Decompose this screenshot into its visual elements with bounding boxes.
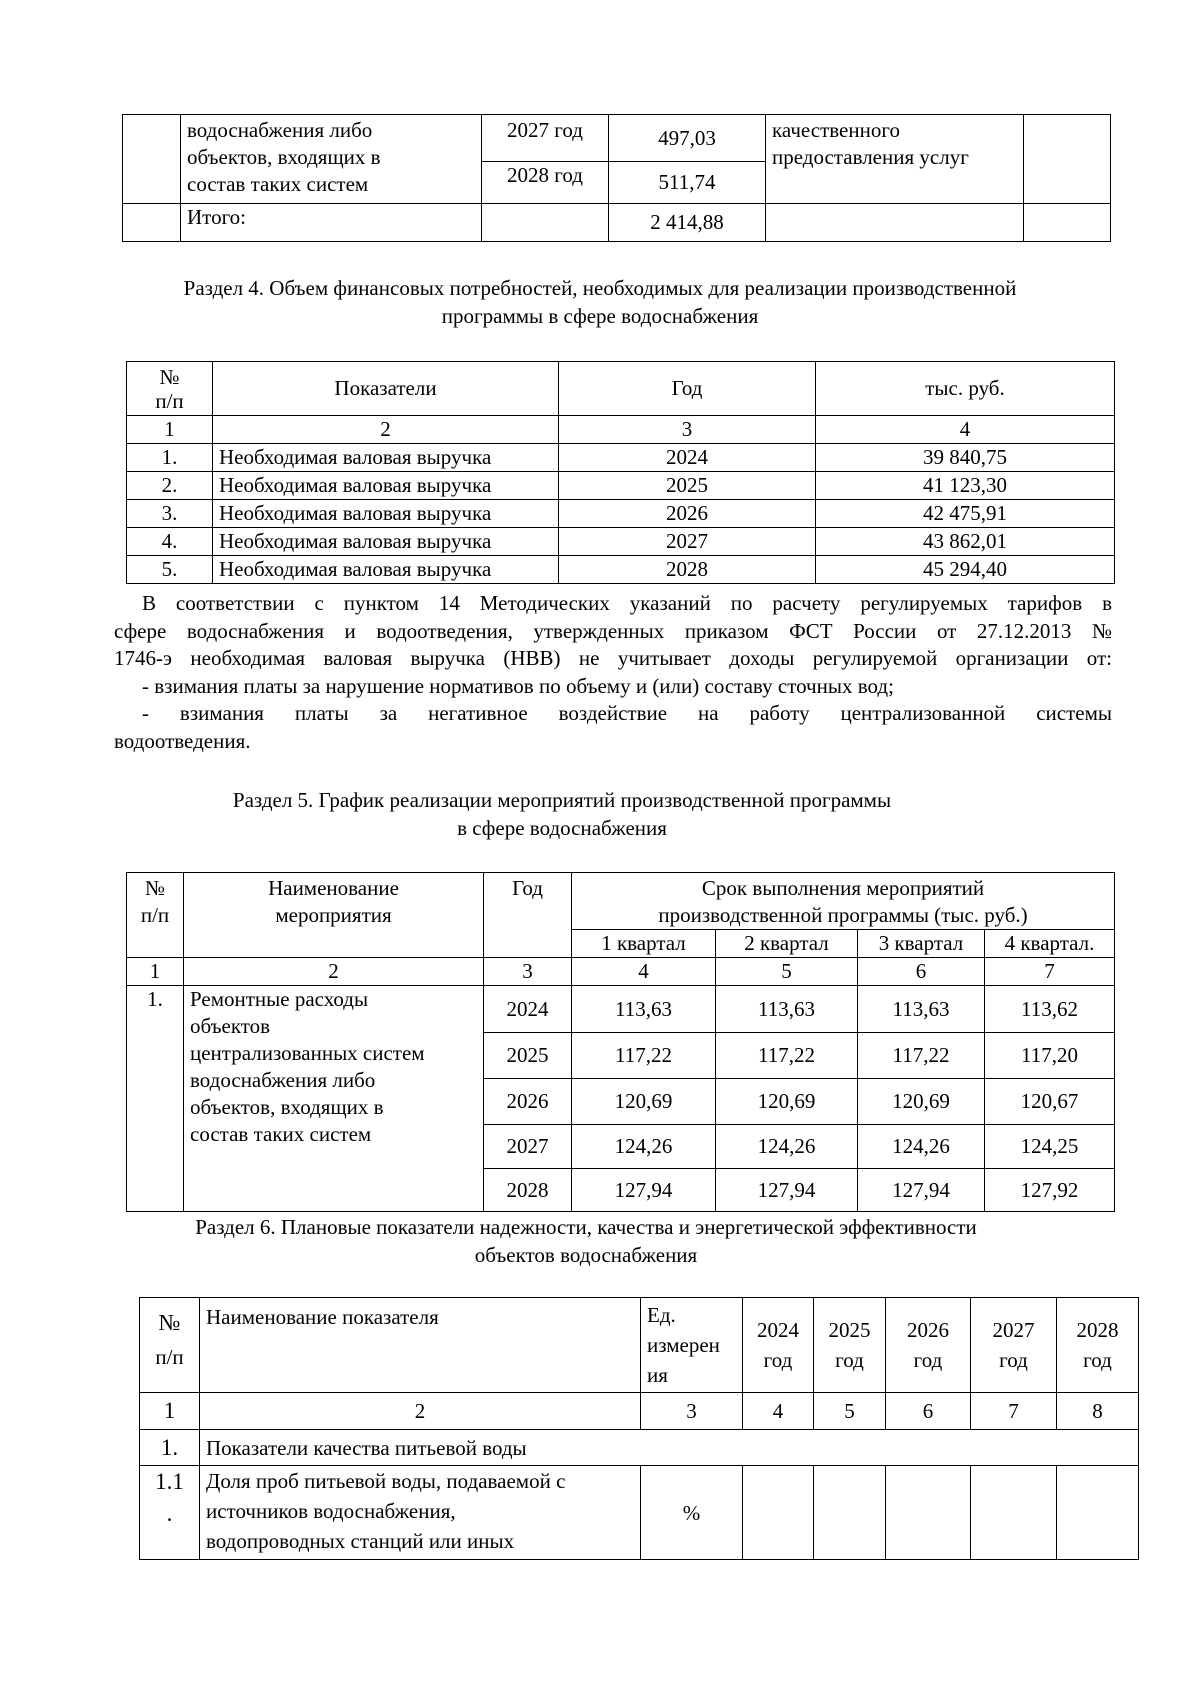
- column-number: 6: [886, 1393, 971, 1430]
- header-year: 2024 год: [743, 1298, 814, 1393]
- schedule-table: [126, 872, 1115, 1212]
- quarter-header: 2 квартал: [716, 930, 858, 958]
- column-number: 4: [816, 416, 1115, 444]
- section-5-title: Раздел 5. График реализации мероприятий производственной программы в сфере водоснабжения: [232, 788, 892, 840]
- column-number: 2: [184, 958, 484, 986]
- methodology-paragraph: В соответствии с пунктом 14 Методических указаний по расчету регулируемых тарифов в сфере водоснабжения и водоотведения, утвержденных приказом ФСТ России от 27.12.2013 № 1746-э необходимая валовая выручка (НВВ) не учитывает доходы регулируемой организации от: - взимания платы за нарушение нормативов по объему и (или) составу сточных вод; - взимания платы за негативное воздействие на работу централизованной системы водоотведения.: [114, 591, 1112, 753]
- column-number: 3: [484, 958, 572, 986]
- quarter-value: 127,94: [572, 1169, 716, 1212]
- total-value: 2 414,88: [609, 204, 766, 242]
- empty-cell: [886, 1466, 971, 1560]
- quarter-value: 127,92: [985, 1169, 1115, 1212]
- column-number: 2: [213, 416, 559, 444]
- header-amount: тыс. руб.: [816, 362, 1115, 416]
- row-value: 41 123,30: [816, 472, 1115, 500]
- financial-needs-table: [126, 361, 1115, 584]
- row-name: Необходимая валовая выручка: [213, 472, 559, 500]
- quarter-value: 113,63: [716, 986, 858, 1033]
- table-row: [127, 500, 1115, 528]
- column-number: 4: [572, 958, 716, 986]
- empty-cell: [123, 115, 181, 204]
- quarter-value: 117,20: [985, 1033, 1115, 1079]
- row-year: 2025: [484, 1033, 572, 1079]
- column-number: 1: [127, 958, 184, 986]
- group-row: [140, 1430, 1139, 1466]
- section-4-title: Раздел 4. Объем финансовых потребностей, необходимых для реализации производственной программы в сфере водоснабжения: [183, 276, 1017, 328]
- item-name: Ремонтные расходы объектов централизованных систем водоснабжения либо объектов, входящих в состав таких систем: [184, 986, 484, 1212]
- row-value: 45 294,40: [816, 556, 1115, 584]
- column-number: 3: [559, 416, 816, 444]
- quarter-value: 117,22: [858, 1033, 985, 1079]
- header-no: № п/п: [140, 1298, 200, 1393]
- row-name: Необходимая валовая выручка: [213, 500, 559, 528]
- section-6-title: Раздел 6. Плановые показатели надежности, качества и энергетической эффективности объектов водоснабжения: [195, 1215, 977, 1267]
- header-year: 2026 год: [886, 1298, 971, 1393]
- quarter-value: 120,67: [985, 1079, 1115, 1125]
- row-name: Необходимая валовая выручка: [213, 528, 559, 556]
- row-name: Необходимая валовая выручка: [213, 556, 559, 584]
- row-year: 2028: [559, 556, 816, 584]
- column-number: 7: [971, 1393, 1057, 1430]
- header-year: Год: [559, 362, 816, 416]
- row-year: 2024: [559, 444, 816, 472]
- row-year: 2028: [484, 1169, 572, 1212]
- column-number: 4: [743, 1393, 814, 1430]
- column-number: 2: [200, 1393, 641, 1430]
- year-cell: 2028 год: [482, 162, 609, 204]
- value-cell: 497,03: [609, 115, 766, 162]
- header-year: 2025 год: [814, 1298, 886, 1393]
- header-term: Срок выполнения мероприятий производственной программы (тыс. руб.): [572, 873, 1115, 930]
- column-number: 5: [716, 958, 858, 986]
- item-no: 1.: [127, 986, 184, 1212]
- quarter-header: 4 квартал.: [985, 930, 1115, 958]
- empty-cell: [814, 1466, 886, 1560]
- quarter-value: 113,62: [985, 986, 1115, 1033]
- empty-cell: [1057, 1466, 1139, 1560]
- quarter-value: 120,69: [572, 1079, 716, 1125]
- column-number: 3: [641, 1393, 743, 1430]
- row-no: 1.: [127, 444, 213, 472]
- row-no: 4.: [127, 528, 213, 556]
- row-no: 3.: [127, 500, 213, 528]
- item-no: 1.1 .: [140, 1466, 200, 1560]
- column-number: 8: [1057, 1393, 1139, 1430]
- row-year: 2026: [484, 1079, 572, 1125]
- value-cell: 511,74: [609, 162, 766, 204]
- exclusion-item: - взимания платы за нарушение нормативов по объему и (или) составу сточных вод;: [142, 673, 894, 698]
- header-year: Год: [484, 873, 572, 958]
- row-name: Необходимая валовая выручка: [213, 444, 559, 472]
- exclusion-item: - взимания платы за негативное воздействие на работу централизованной системы: [142, 701, 1112, 725]
- row-year: 2027: [484, 1125, 572, 1169]
- column-number: 1: [127, 416, 213, 444]
- note-cell: качественного предоставления услуг: [766, 115, 1024, 204]
- row-no: 5.: [127, 556, 213, 584]
- quarter-value: 127,94: [716, 1169, 858, 1212]
- header-no: № п/п: [127, 362, 213, 416]
- total-label: Итого:: [181, 204, 482, 242]
- header-no: № п/п: [127, 873, 184, 958]
- column-number: 7: [985, 958, 1115, 986]
- header-indicators: Показатели: [213, 362, 559, 416]
- row-value: 39 840,75: [816, 444, 1115, 472]
- quarter-value: 124,25: [985, 1125, 1115, 1169]
- group-no: 1.: [140, 1430, 200, 1466]
- quarter-value: 124,26: [858, 1125, 985, 1169]
- header-unit: Ед. измерен ия: [641, 1298, 743, 1393]
- header-year: 2027 год: [971, 1298, 1057, 1393]
- empty-cell: [1024, 204, 1111, 242]
- table-row: [127, 444, 1115, 472]
- row-no: 2.: [127, 472, 213, 500]
- empty-cell: [743, 1466, 814, 1560]
- table-row: [127, 528, 1115, 556]
- row-value: 43 862,01: [816, 528, 1115, 556]
- empty-cell: [1024, 115, 1111, 204]
- row-year: 2026: [559, 500, 816, 528]
- row-year: 2027: [559, 528, 816, 556]
- empty-cell: [766, 204, 1024, 242]
- reliability-indicators-table: [139, 1297, 1139, 1560]
- empty-cell: [123, 204, 181, 242]
- quarter-value: 127,94: [858, 1169, 985, 1212]
- quarter-value: 124,26: [572, 1125, 716, 1169]
- quarter-value: 113,63: [572, 986, 716, 1033]
- table-row: [140, 1466, 1139, 1560]
- quarter-value: 117,22: [716, 1033, 858, 1079]
- header-indicator-name: Наименование показателя: [200, 1298, 641, 1393]
- quarter-header: 1 квартал: [572, 930, 716, 958]
- header-activity: Наименование мероприятия: [184, 873, 484, 958]
- year-cell: 2027 год: [482, 115, 609, 162]
- quarter-value: 124,26: [716, 1125, 858, 1169]
- column-number: 5: [814, 1393, 886, 1430]
- program-continuation-table: [122, 114, 1111, 242]
- quarter-value: 120,69: [858, 1079, 985, 1125]
- quarter-value: 113,63: [858, 986, 985, 1033]
- table-row: [127, 556, 1115, 584]
- table-row: [127, 472, 1115, 500]
- quarter-header: 3 квартал: [858, 930, 985, 958]
- item-unit: %: [641, 1466, 743, 1560]
- empty-cell: [971, 1466, 1057, 1560]
- row-value: 42 475,91: [816, 500, 1115, 528]
- column-number: 1: [140, 1393, 200, 1430]
- header-year: 2028 год: [1057, 1298, 1139, 1393]
- row-year: 2025: [559, 472, 816, 500]
- quarter-value: 120,69: [716, 1079, 858, 1125]
- group-name: Показатели качества питьевой воды: [200, 1430, 1139, 1466]
- activity-name-cell: водоснабжения либо объектов, входящих в состав таких систем: [181, 115, 482, 204]
- row-year: 2024: [484, 986, 572, 1033]
- quarter-value: 117,22: [572, 1033, 716, 1079]
- item-name: Доля проб питьевой воды, подаваемой с источников водоснабжения, водопроводных станций или иных: [200, 1466, 641, 1560]
- table-row: [127, 986, 1115, 1033]
- column-number: 6: [858, 958, 985, 986]
- empty-cell: [482, 204, 609, 242]
